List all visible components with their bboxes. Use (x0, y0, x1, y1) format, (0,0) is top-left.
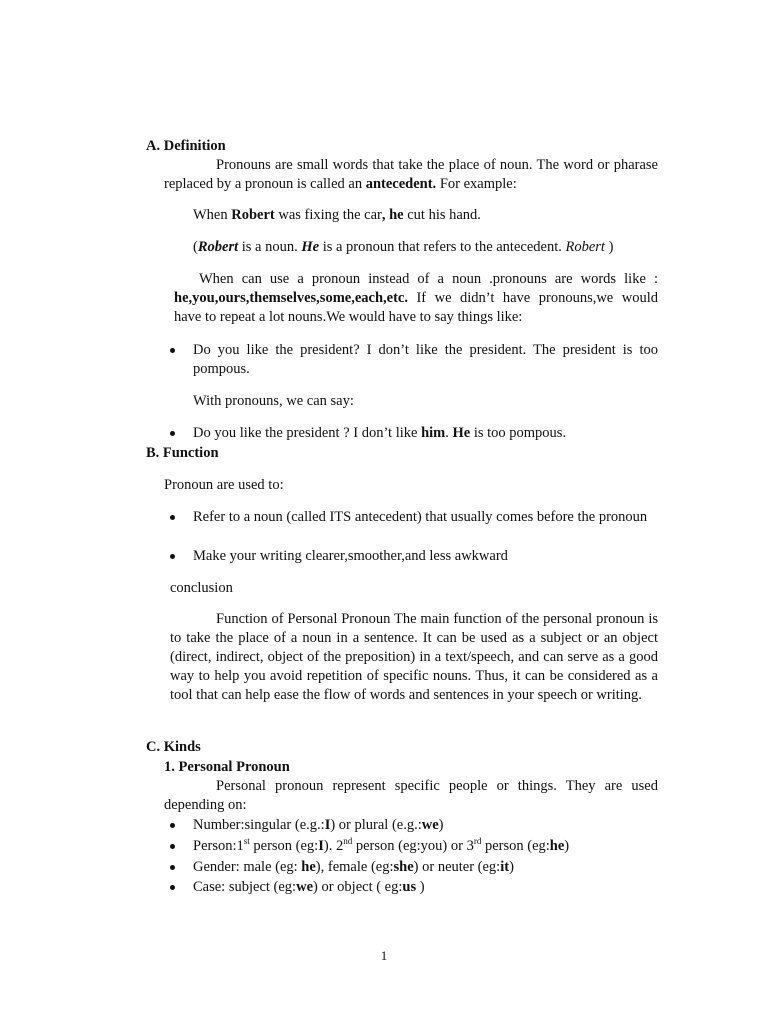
list-item: Case: subject (eg:we) or object ( eg:us ) (193, 879, 425, 895)
with-pronouns-text: With pronouns, we can say: (193, 393, 354, 409)
conclusion-label: conclusion (170, 580, 233, 596)
pronoun-usage-paragraph: When can use a pronoun instead of a noun .pronouns are words like : he,you,ours,themselves,some,each,etc. If we didn’t have pronouns,we would have to repeat a lot nouns.We would have to say things like: (174, 271, 658, 325)
list-item: Do you like the president? I don’t like the president. The president is too pompous. (193, 342, 658, 377)
list-item: Do you like the president ? I don’t like him. He is too pompous. (193, 425, 567, 441)
section-c-heading: C. Kinds (146, 739, 201, 755)
personal-pronoun-paragraph: Personal pronoun represent specific people or things. They are used depending on: (164, 778, 658, 813)
section-b-heading: B. Function (146, 445, 219, 461)
function-intro: Pronoun are used to: (164, 477, 284, 493)
section-a-heading: A. Definition (146, 138, 226, 154)
conclusion-paragraph: Function of Personal Pronoun The main function of the personal pronoun is to take the place of a noun in a sentence. It can be used as a subject or an object (direct, indirect, object of the preposition) in a text/speech, and can serve as a good way to help you avoid repetition of specific nouns. Thus, it can be considered as a tool that can help ease the flow of words and sentences in your speech or writing. (170, 611, 658, 703)
list-item: Person:1st person (eg:I). 2nd person (eg:you) or 3rd person (eg:he) (193, 836, 570, 854)
example-sentence: When Robert was fixing the car, he cut his hand. (193, 207, 481, 223)
personal-pronoun-heading: 1. Personal Pronoun (164, 759, 290, 775)
example-explanation: (Robert is a noun. He is a pronoun that refers to the antecedent. Robert ) (193, 239, 614, 255)
list-item: Refer to a noun (called ITS antecedent) that usually comes before the pronoun (193, 508, 658, 527)
page-number: 1 (380, 948, 388, 963)
list-item: Make your writing clearer,smoother,and less awkward (193, 548, 508, 564)
list-item: Number:singular (e.g.:I) or plural (e.g.:we) (193, 817, 444, 833)
definition-paragraph: Pronouns are small words that take the place of noun. The word or pharase replaced by a pronoun is called an antecedent. For example: (164, 157, 658, 192)
list-item: Gender: male (eg: he), female (eg:she) or neuter (eg:it) (193, 859, 514, 875)
